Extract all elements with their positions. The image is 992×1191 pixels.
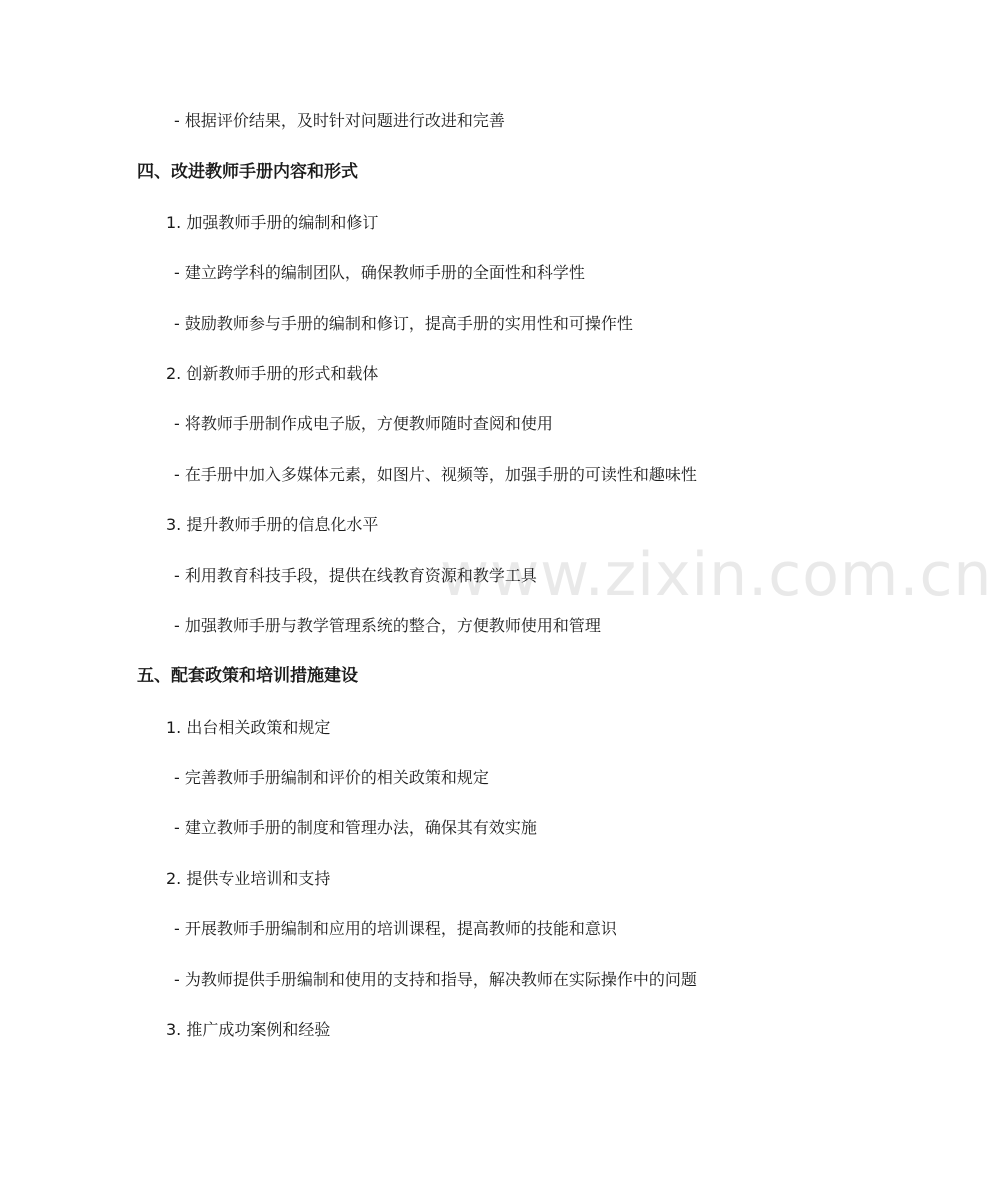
bullet-line: - 加强教师手册与教学管理系统的整合，方便教师使用和管理 (174, 616, 601, 635)
numbered-item: 3. 推广成功案例和经验 (166, 1020, 331, 1039)
bullet-line: - 根据评价结果，及时针对问题进行改进和完善 (174, 111, 505, 130)
numbered-item: 2. 创新教师手册的形式和载体 (166, 364, 379, 383)
bullet-line: - 开展教师手册编制和应用的培训课程，提高教师的技能和意识 (174, 919, 617, 938)
bullet-line: - 在手册中加入多媒体元素，如图片、视频等，加强手册的可读性和趣味性 (174, 465, 697, 484)
numbered-item: 1. 加强教师手册的编制和修订 (166, 213, 379, 232)
bullet-line: - 将教师手册制作成电子版，方便教师随时查阅和使用 (174, 414, 553, 433)
bullet-line: - 建立教师手册的制度和管理办法，确保其有效实施 (174, 818, 537, 837)
section-heading: 五、配套政策和培训措施建设 (137, 666, 358, 686)
numbered-item: 1. 出台相关政策和规定 (166, 718, 331, 737)
numbered-item: 2. 提供专业培训和支持 (166, 869, 331, 888)
numbered-item: 3. 提升教师手册的信息化水平 (166, 515, 379, 534)
bullet-line: - 为教师提供手册编制和使用的支持和指导，解决教师在实际操作中的问题 (174, 970, 697, 989)
watermark-text: www.zixin.com.cn (440, 540, 992, 610)
section-heading: 四、改进教师手册内容和形式 (137, 162, 358, 182)
bullet-line: - 利用教育科技手段，提供在线教育资源和教学工具 (174, 566, 537, 585)
bullet-line: - 建立跨学科的编制团队，确保教师手册的全面性和科学性 (174, 263, 585, 282)
bullet-line: - 鼓励教师参与手册的编制和修订，提高手册的实用性和可操作性 (174, 314, 633, 333)
bullet-line: - 完善教师手册编制和评价的相关政策和规定 (174, 768, 489, 787)
